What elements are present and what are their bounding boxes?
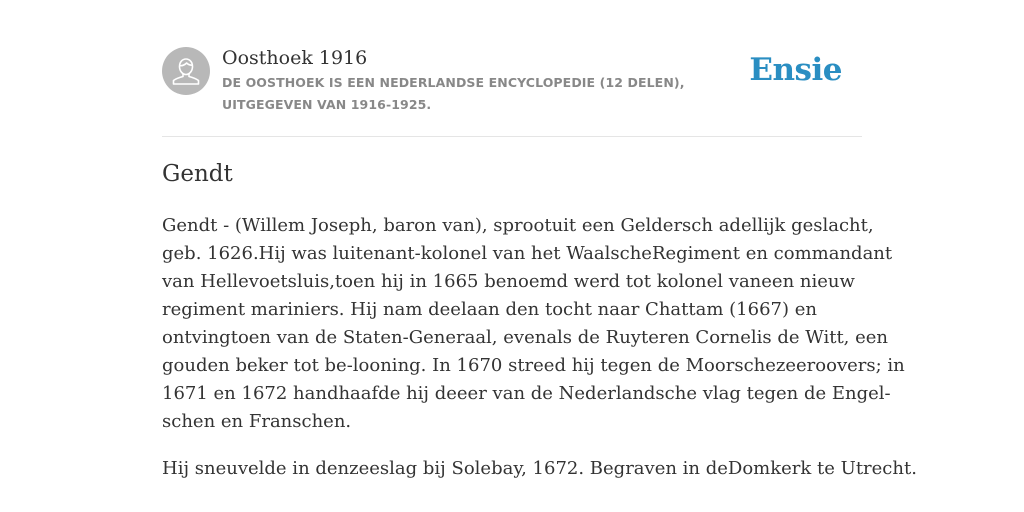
entry-paragraph [162,455,917,483]
text-line: geb. 1626.Hij was luitenant-kolonel van het WaalscheRegiment en commandant [162,243,893,264]
page-container [162,0,917,479]
brand-logo[interactable]: Ensie [749,52,842,88]
text-line: van Hellevoetsluis,toen hij in 1665 benoemd werd tot kolonel vaneen nieuw [162,271,855,292]
entry-title: Gendt [162,161,233,187]
entry-body [162,212,917,502]
source-header [162,0,862,137]
text-line: Hij sneuvelde in denzeeslag bij Solebay, 1672. Begraven in deDomkerk te Utrecht. [162,458,917,479]
source-title[interactable]: Oosthoek 1916 [222,47,368,69]
text-line: 1671 en 1672 handhaafde hij deeer van de Nederlandsche vlag tegen de Engel- [162,383,891,404]
text-line: ontvingtoen van de Staten-Generaal, evenals de Ruyteren Cornelis de Witt, een [162,327,889,348]
source-description: DE OOSTHOEK IS EEN NEDERLANDSE ENCYCLOPEDIE (12 DELEN), UITGEGEVEN VAN 1916-1925. [222,75,685,112]
text-line: Gendt - (Willem Joseph, baron van), sprootuit een Geldersch adellijk geslacht, [162,215,874,236]
entry-paragraph [162,212,905,436]
user-silhouette-icon [162,47,210,95]
text-line: regiment mariniers. Hij nam deelaan den tocht naar Chattam (1667) en [162,299,817,320]
source-avatar[interactable] [162,47,210,95]
text-line: gouden beker tot be-looning. In 1670 streed hij tegen de Moorschezeeroovers; in [162,355,905,376]
text-line: schen en Franschen. [162,411,352,432]
